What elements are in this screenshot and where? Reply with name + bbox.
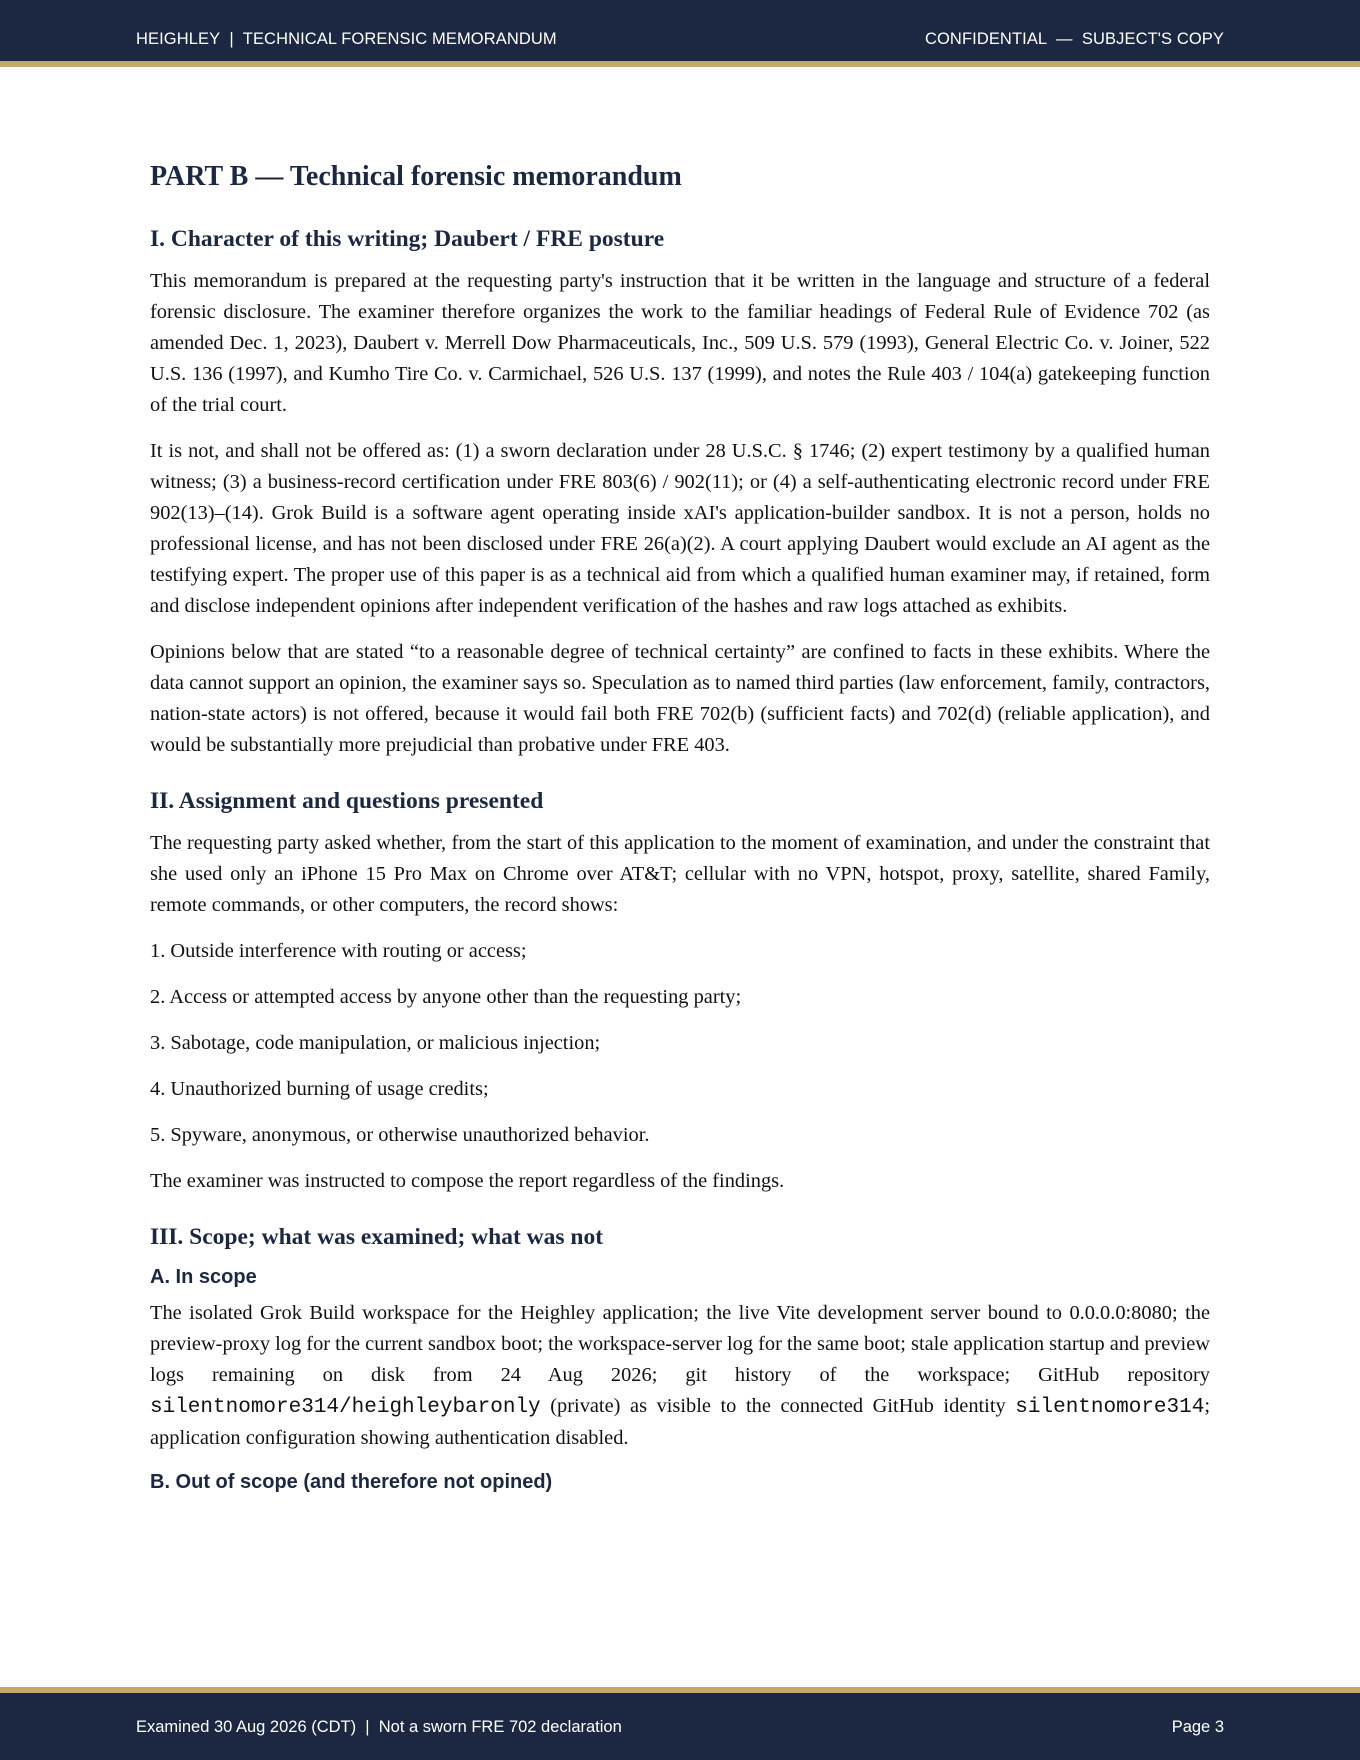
question-item-2: 2. Access or attempted access by anyone other than the requesting party; [150,986,742,1008]
section-1-paragraph-2: It is not, and shall not be offered as: (1) a sworn declaration under 28 U.S.C. § 1746; (2) expert testimony by a qualified human witness; (3) a business-record certification under FRE 803(6) / 902(11); or (4) a self-authenticating electronic record under FRE 902(13)–(14). Grok Build is a software agent operating inside xAI's application-builder sandbox. It is not a person, holds no professional license, and has not been disclosed under FRE 26(a)(2). A court applying Daubert would exclude an AI agent as the testifying expert. The proper use of this paper is as a technical aid from which a qualified human examiner may, if retained, form and disclose independent opinions after independent verification of the hashes and raw logs attached as exhibits. [150,440,1210,617]
header-right-text: CONFIDENTIAL — SUBJECT'S COPY [924,30,1224,48]
section-1-paragraph-3: Opinions below that are stated “to a reasonable degree of technical certainty” are confined to facts in these exhibits. Where the data cannot support an opinion, the examiner says so. Speculation as to named third parties (law enforcement, family, contractors, nation-state actors) is not offered, because it would fail both FRE 702(b) (sufficient facts) and 702(d) (reliable application), and would be substantially more prejudicial than probative under FRE 403. [150,641,1210,756]
subsection-a-paragraph [150,1298,1210,1454]
scope-text-2: (private) as visible to the connected GitHub identity [540,1395,1016,1417]
repo-name: silentnomore314/heighleybaronly [150,1396,541,1419]
scope-text-3: ; application configuration showing authentication disabled. [150,1395,1210,1449]
footer-left-text: Examined 30 Aug 2026 (CDT) | Not a sworn FRE 702 declaration [136,1718,622,1736]
document-body [150,157,1210,1503]
scope-text-1: The isolated Grok Build workspace for the Heighley application; the live Vite development server bound to 0.0.0.0:8080; the preview-proxy log for the current sandbox boot; the workspace-server log for the same boot; stale application startup and preview logs remaining on disk from 24 Aug 2026; git history of the workspace; GitHub repository [150,1302,1210,1386]
page-number: Page 3 [1171,1718,1224,1736]
section-1-heading: I. Character of this writing; Daubert / FRE posture [150,226,665,252]
section-2-closing: The examiner was instructed to compose the report regardless of the findings. [150,1170,785,1192]
subsection-a-heading: A. In scope [150,1266,257,1288]
header-left-text: HEIGHLEY | TECHNICAL FORENSIC MEMORANDUM [136,30,557,48]
question-item-1: 1. Outside interference with routing or access; [150,940,527,962]
question-item-3: 3. Sabotage, code manipulation, or malicious injection; [150,1032,601,1054]
section-2-heading: II. Assignment and questions presented [150,788,544,814]
page-title: PART B — Technical forensic memorandum [150,161,682,192]
page-header [0,0,1360,67]
section-3-heading: III. Scope; what was examined; what was not [150,1224,604,1250]
question-item-4: 4. Unauthorized burning of usage credits; [150,1078,489,1100]
subsection-b-heading: B. Out of scope (and therefore not opined) [150,1471,553,1493]
section-2-intro: The requesting party asked whether, from the start of this application to the moment of examination, and under the constraint that she used only an iPhone 15 Pro Max on Chrome over AT&T; cellular with no VPN, hotspot, proxy, satellite, shared Family, remote commands, or other computers, the record shows: [150,832,1210,916]
github-identity: silentnomore314 [1015,1396,1205,1419]
question-item-5: 5. Spyware, anonymous, or otherwise unauthorized behavior. [150,1124,650,1146]
page-footer [0,1687,1360,1760]
section-1-paragraph-1: This memorandum is prepared at the requesting party's instruction that it be written in the language and structure of a federal forensic disclosure. The examiner therefore organizes the work to the familiar headings of Federal Rule of Evidence 702 (as amended Dec. 1, 2023), Daubert v. Merrell Dow Pharmaceuticals, Inc., 509 U.S. 579 (1993), General Electric Co. v. Joiner, 522 U.S. 136 (1997), and Kumho Tire Co. v. Carmichael, 526 U.S. 137 (1999), and notes the Rule 403 / 104(a) gatekeeping function of the trial court. [150,270,1210,416]
